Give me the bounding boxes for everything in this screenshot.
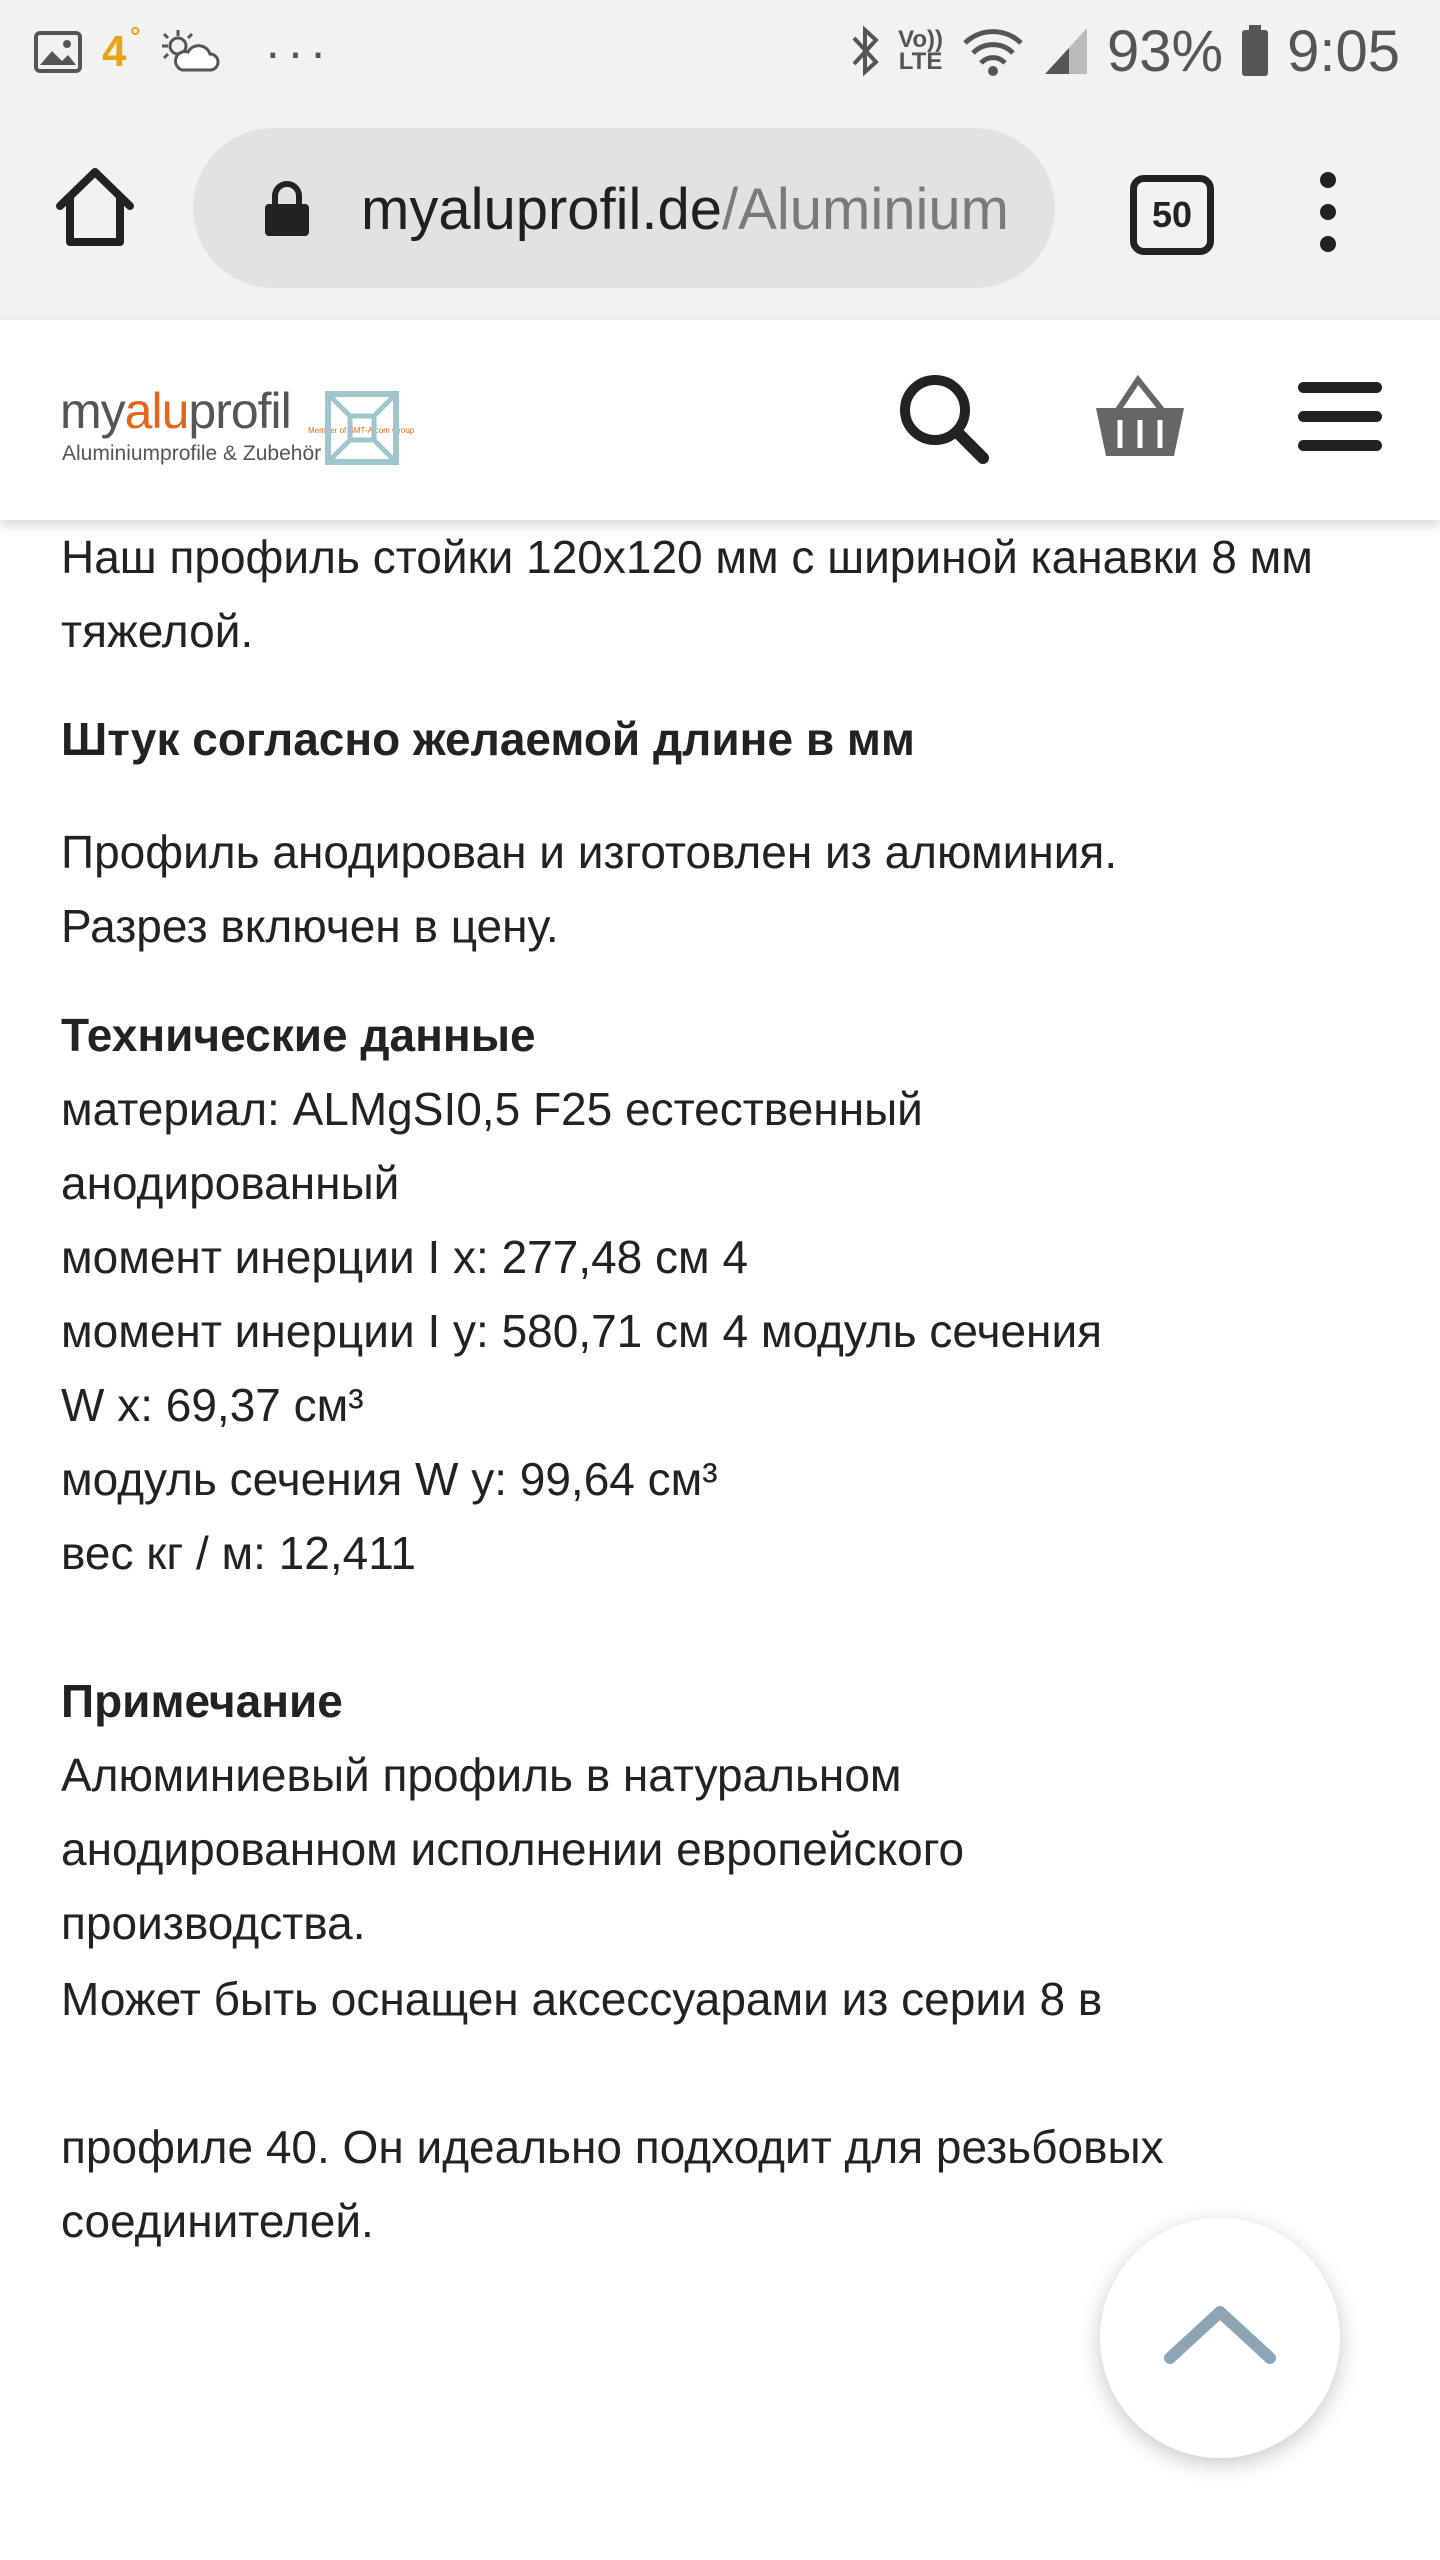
menu-dot: [1320, 236, 1336, 252]
search-button[interactable]: [895, 370, 995, 470]
tech-line: W x: 69,37 см³: [61, 1379, 364, 1431]
wifi-icon: [961, 25, 1025, 77]
battery-percent: 93%: [1107, 18, 1224, 84]
temperature-text: 4 °: [102, 21, 141, 76]
logo-tagline: Aluminiumprofile & Zubehör: [62, 442, 322, 465]
menu-dot: [1320, 172, 1336, 188]
accessories-text: Может быть оснащен аксессуарами из серии 8 в: [61, 1973, 1103, 2025]
tab-switcher-button[interactable]: 50: [1130, 175, 1214, 255]
tech-line: момент инерции I y: 580,71 см 4 модуль сечения: [61, 1305, 1103, 1357]
profile-paragraph: профиле 40. Он идеально подходит для резьбовых соединителей.: [61, 2121, 1164, 2247]
note-line: анодированном исполнении европейского: [61, 1823, 965, 1875]
anodized-paragraph: Профиль анодирован и изготовлен из алюминия. Разрез включен в цену.: [61, 826, 1118, 952]
note-line: производства.: [61, 1897, 366, 1949]
technical-data: [61, 998, 1391, 1590]
battery-icon: [1241, 25, 1269, 77]
tech-line: модуль сечения W y: 99,64 см³: [61, 1453, 718, 1505]
note-heading: Примечание: [61, 1675, 343, 1727]
cart-icon: [1090, 368, 1190, 468]
hamburger-menu-icon: [1298, 382, 1382, 393]
bluetooth-icon: [850, 24, 880, 78]
profile-logo-icon: [322, 388, 402, 468]
home-icon: [50, 162, 140, 252]
url-domain: myaluprofil.de: [361, 177, 723, 242]
status-bar: [0, 0, 1440, 102]
url-text[interactable]: [361, 176, 1015, 243]
clock: 9:05: [1287, 18, 1400, 84]
browser-toolbar: [0, 102, 1440, 320]
image-icon: [34, 31, 82, 73]
network-type: Vo)) LTE: [898, 26, 944, 75]
scroll-to-top-button[interactable]: [1100, 2218, 1340, 2458]
pieces-heading: Штук согласно желаемой длине в мм: [61, 713, 915, 765]
tech-line: момент инерции I x: 277,48 см 4: [61, 1231, 749, 1283]
status-bar-right: [850, 18, 1400, 84]
menu-dot: [1320, 204, 1336, 220]
note-section: [61, 1664, 1391, 1960]
logo-wordmark: myaluprofil: [60, 383, 291, 439]
lock-icon: [263, 180, 311, 236]
tech-line: материал: ALMgSI0,5 F25 естественный: [61, 1083, 923, 1135]
site-logo[interactable]: [60, 382, 415, 482]
tech-line: анодированный: [61, 1157, 400, 1209]
site-header: [0, 320, 1440, 520]
note-line: Алюминиевый профиль в натуральном: [61, 1749, 902, 1801]
weather-icon: [160, 28, 220, 76]
technical-data-heading: Технические данные: [61, 1009, 536, 1061]
tech-line: вес кг / м: 12,411: [61, 1527, 416, 1579]
chevron-up-icon: [1160, 2288, 1280, 2388]
logo-member-text: Member of SMT-Alcom Group: [308, 426, 415, 435]
browser-menu-button[interactable]: [1310, 172, 1346, 252]
intro-text: Наш профиль стойки 120x120 мм с шириной канавки 8 мм тяжелой.: [61, 531, 1313, 657]
site-menu-button[interactable]: [1298, 382, 1382, 454]
url-path: /Aluminium: [722, 177, 1009, 242]
address-bar[interactable]: [193, 128, 1055, 288]
search-icon: [895, 370, 995, 470]
home-button[interactable]: [50, 162, 140, 252]
cart-button[interactable]: [1090, 368, 1190, 468]
signal-icon: [1043, 26, 1089, 76]
overflow-indicator: ···: [264, 24, 333, 80]
status-bar-left: [34, 22, 332, 82]
